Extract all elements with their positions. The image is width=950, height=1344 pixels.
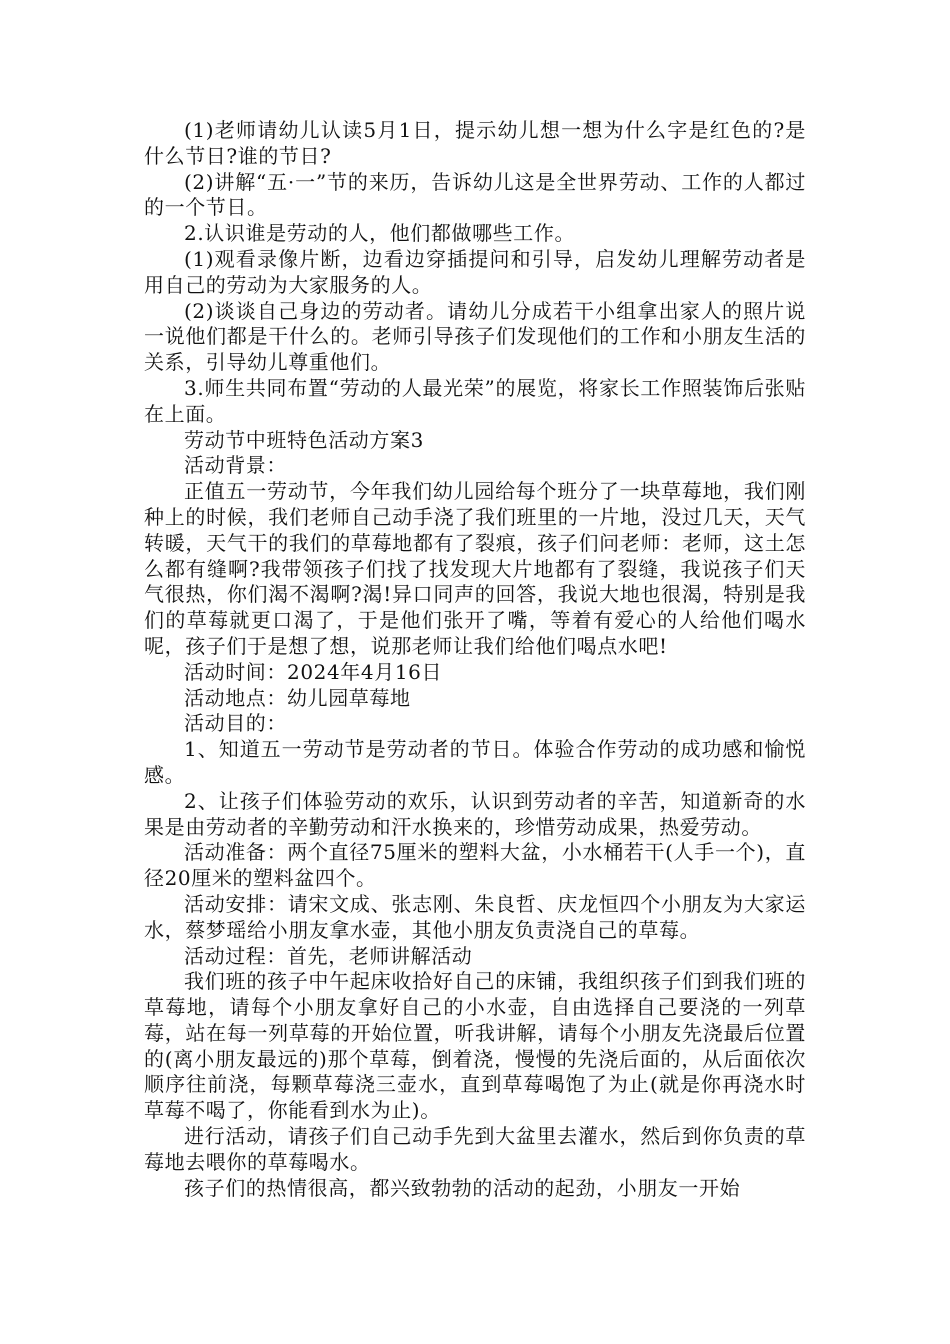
section-title: 劳动节中班特色活动方案3 [184,427,424,452]
paragraph-goal-2: 2、让孩子们体验劳动的欢乐，认识到劳动者的辛苦，知道新奇的水果是由劳动者的辛勤劳动和汗水换来的，珍惜劳动成果，热爱劳动。 [144,788,806,839]
paragraph-step-2: 2.认识谁是劳动的人，他们都做哪些工作。 [184,221,576,246]
paragraph-time: 活动时间：2024年4月16日 [184,659,443,684]
paragraph-task-2-2: (2)谈谈自己身边的劳动者。请幼儿分成若干小组拿出家人的照片说一说他们都是干什么的。老师引导孩子们发现他们的工作和小朋友生活的关系，引导幼儿尊重他们。 [144,298,806,375]
paragraph-task-2-1: (1)观看录像片断，边看边穿插提问和引导，启发幼儿理解劳动者是用自己的劳动为大家服务的人。 [144,246,806,297]
paragraph-process-3: 孩子们的热情很高，都兴致勃勃的活动的起劲，小朋友一开始 [184,1175,741,1200]
paragraph-process-1: 我们班的孩子中午起床收拾好自己的床铺，我组织孩子们到我们班的草莓地，请每个小朋友拿好自己的小水壶，自由选择自己要浇的一列草莓，站在每一列草莓的开始位置，听我讲解，请每个小朋友先浇最后位置的(离小朋友最远的)那个草莓，倒着浇，慢慢的先浇后面的，从后面依次顺序往前浇，每颗草莓浇三壶水，直到草莓喝饱了为止(就是你再浇水时草莓不喝了，你能看到水为止)。 [144,969,806,1123]
heading-goals: 活动目的： [184,711,287,736]
paragraph-goal-1: 1、知道五一劳动节是劳动者的节日。体验合作劳动的成功感和愉悦感。 [144,737,806,787]
paragraph-process-heading: 活动过程：首先，老师讲解活动 [184,943,473,968]
paragraph-location: 活动地点：幼儿园草莓地 [184,685,411,710]
paragraph-preparation: 活动准备：两个直径75厘米的塑料大盆，小水桶若干(人手一个)，直径20厘米的塑料盆四个。 [144,840,806,891]
paragraph-task-1-1: (1)老师请幼儿认读5月1日，提示幼儿想一想为什么字是红色的?是什么节日?谁的节日? [144,118,806,168]
paragraph-task-1-2: (2)讲解“五·一”节的来历，告诉幼儿这是全世界劳动、工作的人都过的一个节日。 [144,169,806,220]
paragraph-background: 正值五一劳动节，今年我们幼儿园给每个班分了一块草莓地，我们刚种上的时候，我们老师自己动手浇了我们班里的一片地，没过几天，天气转暖，天气干的我们的草莓地都有了裂痕，孩子们问老师：老师，这土怎么都有缝啊?我带领孩子们找了找发现大片地都有了裂缝，我说孩子们天气很热，你们渴不渴啊?渴!异口同声的回答，我说大地也很渴，特别是我们的草莓就更口渴了，于是他们张开了嘴，等着有爱心的人给他们喝水呢，孩子们于是想了想，说那老师让我们给他们喝点水吧! [144,479,806,658]
paragraph-step-3: 3.师生共同布置“劳动的人最光荣”的展览，将家长工作照装饰后张贴在上面。 [144,375,806,426]
paragraph-arrangement: 活动安排：请宋文成、张志刚、朱良哲、庆龙恒四个小朋友为大家运水，蔡梦瑶给小朋友拿水壶，其他小朋友负责浇自己的草莓。 [144,891,806,942]
document-page [144,118,806,1201]
paragraph-process-2: 进行活动，请孩子们自己动手先到大盆里去灌水，然后到你负责的草莓地去喂你的草莓喝水。 [144,1124,806,1174]
heading-background: 活动背景： [184,453,287,478]
